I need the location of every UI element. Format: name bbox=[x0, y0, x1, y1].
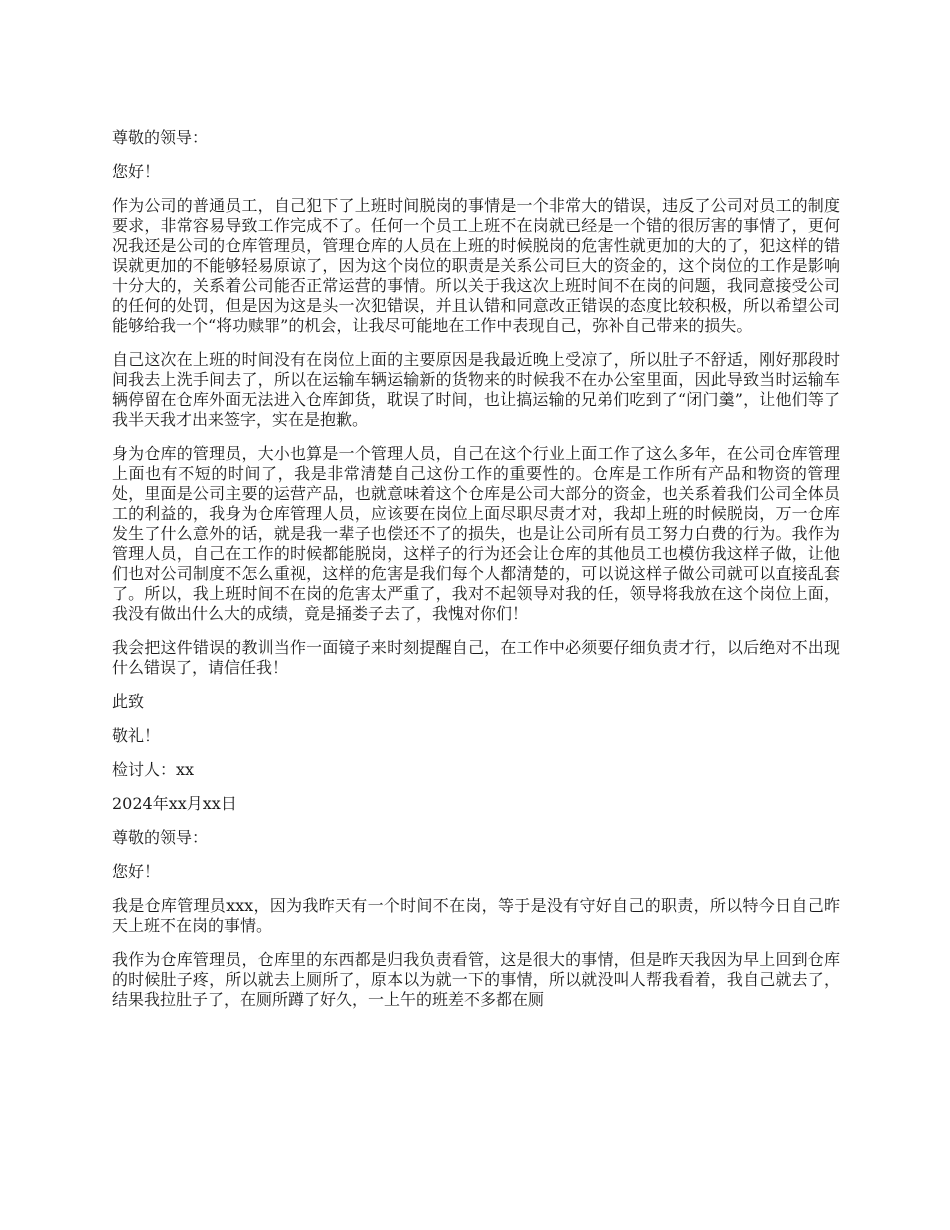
signature: 检讨人：xx bbox=[112, 760, 195, 779]
closing-regards: 敬礼！ bbox=[112, 726, 161, 745]
body-paragraph: 自己这次在上班的时间没有在岗位上面的主要原因是我最近晚上受凉了，所以肚子不舒适，刚好那段时间我去上洗手间去了，所以在运输车辆运输新的货物来的时候我不在办公室里面，因此导致当时运输车辆停留在仓库外面无法进入仓库卸货，耽误了时间，也让搞运输的兄弟们吃到了“闭门羹”，让他们等了我半天我才出来签字，实在是抱歉。 bbox=[112, 350, 840, 429]
document-page bbox=[112, 128, 840, 1024]
date: 2024年xx月xx日 bbox=[112, 794, 237, 813]
body-paragraph: 身为仓库的管理员，大小也算是一个管理人员，自己在这个行业上面工作了这么多年，在公司仓库管理上面也有不短的时间了，我是非常清楚自己这份工作的重要性的。仓库是工作所有产品和物资的管理处，里面是公司主要的运营产品，也就意味着这个仓库是公司大部分的资金，也关系着我们公司全体员工的利益的，我身为仓库管理人员，应该要在岗位上面尽职尽责才对，我却上班的时候脱岗，万一仓库发生了什么意外的话，就是我一辈子也偿还不了的损失，也是让公司所有员工努力白费的行为。我作为管理人员，自己在工作的时候都能脱岗，这样子的行为还会让仓库的其他员工也模仿我这样子做，让他们也对公司制度不怎么重视，这样的危害是我们每个人都清楚的，可以说这样子做公司就可以直接乱套了。所以，我上班时间不在岗的危害太严重了，我对不起领导对我的任，领导将我放在这个岗位上面，我没有做出什么大的成绩，竟是捅娄子去了，我愧对你们！ bbox=[112, 444, 840, 623]
salutation: 尊敬的领导： bbox=[112, 128, 209, 147]
body-paragraph: 作为公司的普通员工，自己犯下了上班时间脱岗的事情是一个非常大的错误，违反了公司对员工的制度要求，非常容易导致工作完成不了。任何一个员工上班不在岗就已经是一个错的很厉害的事情了，更何况我还是公司的仓库管理员，管理仓库的人员在上班的时候脱岗的危害性就更加的大的了，犯这样的错误就更加的不能够轻易原谅了，因为这个岗位的职责是关系公司巨大的资金的，这个岗位的工作是影响十分大的，关系着公司能否正常运营的事情。所以关于我这次上班时间不在岗的问题，我同意接受公司的任何的处罚，但是因为这是头一次犯错误，并且认错和同意改正错误的态度比较积极，所以希望公司能够给我一个“将功赎罪”的机会，让我尽可能地在工作中表现自己，弥补自己带来的损失。 bbox=[112, 196, 840, 335]
body-paragraph: 我作为仓库管理员，仓库里的东西都是归我负责看管，这是很大的事情，但是昨天我因为早上回到仓库的时候肚子疼，所以就去上厕所了，原本以为就一下的事情，所以就没叫人帮我看着，我自己就去了，结果我拉肚子了，在厕所蹲了好久，一上午的班差不多都在厕 bbox=[112, 950, 840, 1009]
body-paragraph: 我是仓库管理员xxx，因为我昨天有一个时间不在岗，等于是没有守好自己的职责，所以特今日自己昨天上班不在岗的事情。 bbox=[112, 896, 840, 935]
greeting: 您好！ bbox=[112, 862, 161, 881]
body-paragraph: 我会把这件错误的教训当作一面镜子来时刻提醒自己，在工作中必须要仔细负责才行，以后绝对不出现什么错误了，请信任我！ bbox=[112, 638, 840, 677]
salutation: 尊敬的领导： bbox=[112, 828, 209, 847]
greeting: 您好！ bbox=[112, 162, 161, 181]
closing-line: 此致 bbox=[112, 692, 145, 711]
